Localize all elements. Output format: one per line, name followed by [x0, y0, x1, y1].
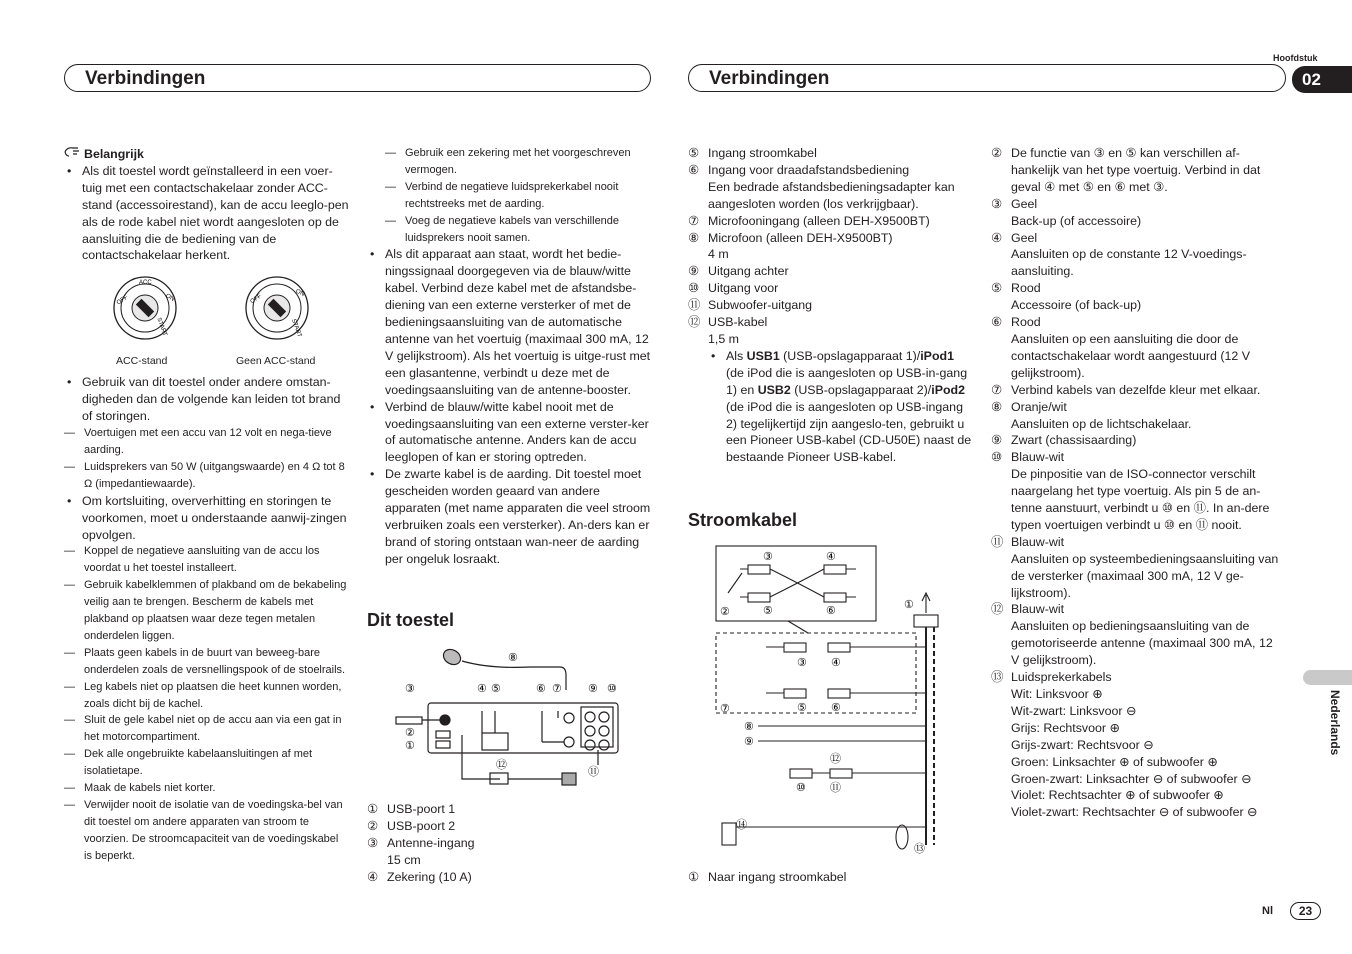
bullet-conditions: • Gebruik van dit toestel onder andere omstan-digheden dan de volgende kan leiden tot brand of storingen.: [64, 374, 349, 425]
legend-item: Aansluiten op de constante 12 V-voedings-aansluiting.: [1011, 247, 1247, 279]
legend-item: Aansluiten op de lichtschakelaar.: [1011, 416, 1192, 431]
callout-14: ⑭: [736, 819, 747, 831]
callout-1: ①: [405, 740, 415, 752]
dash-battery: — Voertuigen met een accu van 12 volt en nega-tieve aarding.: [64, 425, 349, 459]
callout-6: ⑥: [826, 605, 836, 617]
legend-item: Groen: Linksachter ⊕ of subwoofer ⊕: [1011, 754, 1218, 769]
legend-item: 15 cm: [387, 852, 421, 867]
legend-item: Wit: Linksvoor ⊕: [1011, 687, 1103, 701]
chapter-number-badge: 02: [1292, 66, 1352, 93]
legend-item: Groen-zwart: Linksachter ⊖ of subwoofer ⊖: [1011, 771, 1252, 786]
dit-toestel-legend: [367, 801, 651, 886]
callout-8: ⑧: [744, 721, 754, 733]
callout-13: ⑬: [914, 843, 925, 855]
callout-5b: ⑤: [797, 702, 807, 714]
dash-item: — Voeg de negatieve kabels van verschillende luidsprekers nooit samen.: [385, 213, 651, 247]
column-3: [688, 145, 973, 466]
callout-12: ⑫: [496, 759, 507, 771]
unit-rear-diagram: [390, 645, 650, 790]
callout-1: ①: [904, 599, 914, 611]
legend-item: ⑤ Rood: [991, 281, 1041, 296]
power-cable-diagram: [708, 543, 968, 863]
legend-item: 4 m: [708, 247, 729, 262]
callout-6b: ⑥: [831, 702, 841, 714]
legend-item: ⑨ Uitgang achter: [688, 264, 789, 279]
bullet-usb-note: • Als USB1 (USB-opslagapparaat 1)/iPod1 (de iPod die is aangesloten op USB-in-gang 1) en USB2 (USB-opslagapparaat 2)/iPod2 (de iPod die is aangesloten op USB-ingang 2) tegelijkertijd zijn aangeslo-ten, gebruikt u een Pioneer USB-kabel (CD-U50E) naast de bestaande Pioneer USB-kabel.: [708, 348, 973, 466]
footer-language: Nl: [1262, 905, 1273, 917]
bullet-shortcircuit: • Om kortsluiting, oververhitting en storingen te voorkomen, moet u onderstaande aanwij-zingen opvolgen.: [64, 493, 349, 544]
legend-item: ② USB-poort 2: [367, 818, 456, 833]
dash-item: — Leg kabels niet op plaatsen die heet kunnen worden, zoals dicht bij de kachel.: [64, 679, 349, 713]
callout-8: ⑧: [508, 652, 518, 664]
callout-12: ⑫: [830, 753, 841, 765]
no-acc-stand-label: Geen ACC-stand: [236, 355, 316, 368]
language-side-tab: [1303, 670, 1352, 770]
callout-3: ③: [763, 551, 773, 563]
legend-item: ⑪ Blauw-wit: [991, 534, 1065, 549]
legend-item: 1,5 m: [708, 331, 739, 346]
dash-item: — Verwijder nooit de isolatie van de voedingska-bel van dit toestel om andere apparaten van stroom te voorzien. De stroomcapaciteit van de voedingskabel is beperkt.: [64, 797, 349, 865]
dash-item: — Dek alle ongebruikte kabelaansluitingen af met isolatietape.: [64, 746, 349, 780]
callout-7: ⑦: [552, 683, 562, 695]
legend-item: ⑦ Microfooningang (alleen DEH-X9500BT): [688, 213, 930, 228]
legend-item: Accessoire (of back-up): [1011, 298, 1142, 313]
legend-item: ⑫ USB-kabel: [688, 315, 768, 330]
dash-item: — Sluit de gele kabel niet op de accu aan via een gat in het motorcompartiment.: [64, 712, 349, 746]
bullet-blue-white-never: • Verbind de blauw/witte kabel nooit met de voedingsaansluiting van een externe verster-ker of automatische antenne. Anders kan de accu leeglopen of kan er storing optreden.: [367, 399, 651, 467]
legend-item: Back-up (of accessoire): [1011, 213, 1142, 228]
hand-icon: [64, 145, 84, 163]
column-1: [64, 145, 349, 865]
bullet-blue-white: • Als dit apparaat aan staat, wordt het bedie-ningssignaal doorgegeven via de blauw/witte kabel. Verbind deze kabel met de afstandsbe-diening van een externe versterker of met de bedieningsaansluiting van de automatische antenne van het voertuig (maximaal 300 mA, 12 V gelijkstroom). Als het voertuig is uitge-rust met een glasantenne, verbindt u deze met de voedingsaansluiting van de antenne-booster.: [367, 246, 651, 398]
acc-stand-label: ACC-stand: [116, 355, 168, 368]
legend-item: ⑬ Luidsprekerkabels: [991, 670, 1112, 685]
switch-off-text: OFF: [115, 294, 130, 307]
legend-item: ⑩ Uitgang voor: [688, 281, 779, 296]
switch-start-text: START: [155, 317, 168, 338]
dash-item: — Verbind de negatieve luidsprekerkabel nooit rechtstreeks met de aarding.: [385, 179, 651, 213]
legend-item: ③ Geel: [991, 196, 1038, 211]
legend-item: ⑨ Zwart (chassisaarding): [991, 433, 1137, 448]
callout-3b: ③: [797, 657, 807, 669]
legend-item: ① Naar ingang stroomkabel: [688, 870, 847, 884]
legend-item: Een bedrade afstandsbedieningsadapter kan aangesloten worden (los verkrijgbaar).: [708, 179, 955, 211]
right-page-header: Verbindingen: [688, 64, 1286, 92]
legend-item: ⑧ Oranje/wit: [991, 399, 1067, 414]
page-number: 23: [1290, 902, 1321, 920]
callout-11: ⑪: [588, 766, 599, 778]
callout-4b: ④: [831, 657, 841, 669]
callout-4: ④: [477, 683, 487, 695]
callout-3: ③: [405, 683, 415, 695]
dash-speakers: — Luidsprekers van 50 W (uitgangswaarde) en 4 Ω tot 8 Ω (impedantiewaarde).: [64, 459, 349, 493]
legend-item: ⑥ Ingang voor draadafstandsbediening: [688, 162, 910, 177]
dash-item: — Koppel de negatieve aansluiting van de accu los voordat u het toestel installeert.: [64, 543, 349, 577]
switch-on-text-2: ON: [294, 289, 306, 299]
switch-illustrations: [64, 264, 349, 374]
switch-acc-text: ACC: [139, 280, 152, 287]
legend-item: ⑦ Verbind kabels van dezelfde kleur met elkaar.: [991, 382, 1261, 397]
section-title-dit-toestel: Dit toestel: [367, 610, 455, 630]
legend-item: Violet-zwart: Rechtsachter ⊖ of subwoofer ⊖: [1011, 805, 1258, 820]
column-4: [991, 145, 1281, 821]
callout-2: ②: [405, 727, 415, 739]
callout-10: ⑩: [796, 782, 806, 794]
legend-item: Aansluiten op bedieningsaansluiting van de gemotoriseerde antenne (maximaal 300 mA, 12 V gelijkstroom).: [1011, 619, 1273, 668]
callout-10: ⑩: [607, 683, 617, 695]
callout-4: ④: [826, 551, 836, 563]
switch-off-text-2: OFF: [249, 293, 263, 306]
switch-start-text-2: START: [289, 318, 303, 339]
legend-item: ⑤ Ingang stroomkabel: [688, 146, 817, 160]
callout-11: ⑪: [830, 782, 841, 794]
left-page-header: Verbindingen: [64, 64, 651, 92]
dash-item: — Gebruik kabelklemmen of plakband om de bekabeling veilig aan te brengen. Bescherm de kabels met plakband op plaatsen waar deze tegen metalen onderdelen liggen.: [64, 577, 349, 645]
legend-item: ⑩ Blauw-wit: [991, 450, 1065, 465]
legend-item: ⑪ Subwoofer-uitgang: [688, 298, 813, 313]
bullet-acc: • Als dit toestel wordt geïnstalleerd in een voer-tuig met een contactschakelaar zonder ACC-stand (accessoirestand), kan de accu leeglo-pen als de rode kabel niet wordt aangesloten op de aansluiting die de bediening van de contactschakelaar herkent.: [64, 163, 349, 264]
callout-6: ⑥: [536, 683, 546, 695]
callout-9: ⑨: [744, 736, 754, 748]
legend-item: ⑫ Blauw-wit: [991, 602, 1065, 617]
stroomkabel-footer-item: [688, 869, 973, 886]
important-title: Belangrijk: [84, 147, 144, 161]
language-label: Nederlands: [1328, 690, 1342, 756]
column-2: [367, 145, 651, 568]
callout-2: ②: [720, 606, 730, 618]
dash-item: — Gebruik een zekering met het voorgeschreven vermogen.: [385, 145, 651, 179]
callout-9: ⑨: [588, 683, 598, 695]
section-title-stroomkabel: Stroomkabel: [688, 510, 798, 530]
legend-item: ④ Geel: [991, 230, 1038, 245]
legend-item: Aansluiten op een aansluiting die door de contactschakelaar wordt aangestuurd (12 V gelijkstroom).: [1011, 331, 1251, 380]
legend-item: ③ Antenne-ingang: [367, 835, 475, 850]
callout-5: ⑤: [491, 683, 501, 695]
legend-item: ④ Zekering (10 A): [367, 869, 472, 884]
legend-item: ② De functie van ③ en ⑤ kan verschillen af-hankelijk van het type voertuig. Verbind in dat geval ④ met ⑤ en ⑥ met ③.: [991, 146, 1261, 194]
chapter-label: Hoofdstuk: [1273, 53, 1318, 63]
legend-item: ① USB-poort 1: [367, 802, 456, 816]
legend-item: De pinpositie van de ISO-connector verschilt naargelang het type voertuig. Als pin 5 de an-tenne aanstuurt, verbindt u ⑩ en ⑪. In an-dere typen voertuigen verbindt u ⑩ en ⑪ nooit.: [1011, 467, 1270, 532]
legend-item: Violet: Rechtsachter ⊕ of subwoofer ⊕: [1011, 788, 1224, 803]
legend-item: ⑧ Microfoon (alleen DEH-X9500BT): [688, 230, 893, 245]
dash-item: — Plaats geen kabels in de buurt van beweeg-bare onderdelen zoals de versnellingspook of de stoelrails.: [64, 645, 349, 679]
callout-5: ⑤: [763, 605, 773, 617]
legend-item: Aansluiten op systeembedieningsaansluiting van de versterker (maximaal 300 mA, 12 V ge-lijkstroom).: [1011, 551, 1279, 600]
callout-7: ⑦: [720, 703, 730, 715]
legend-item: Wit-zwart: Linksvoor ⊖: [1011, 703, 1137, 718]
switch-on-text: ON: [164, 293, 176, 304]
bullet-black-ground: • De zwarte kabel is de aarding. Dit toestel moet gescheiden worden geaard van andere apparaten (met name apparaten die veel stroom verbruiken zoals een versterker). An-ders kan er brand of storing ontstaan wan-neer de aarding per ongeluk losraakt.: [367, 466, 651, 567]
legend-item: Grijs: Rechtsvoor ⊕: [1011, 720, 1120, 735]
dash-item: — Maak de kabels niet korter.: [64, 780, 349, 797]
legend-item: Grijs-zwart: Rechtsvoor ⊖: [1011, 737, 1154, 752]
legend-item: ⑥ Rood: [991, 315, 1041, 330]
important-heading: [64, 145, 349, 163]
